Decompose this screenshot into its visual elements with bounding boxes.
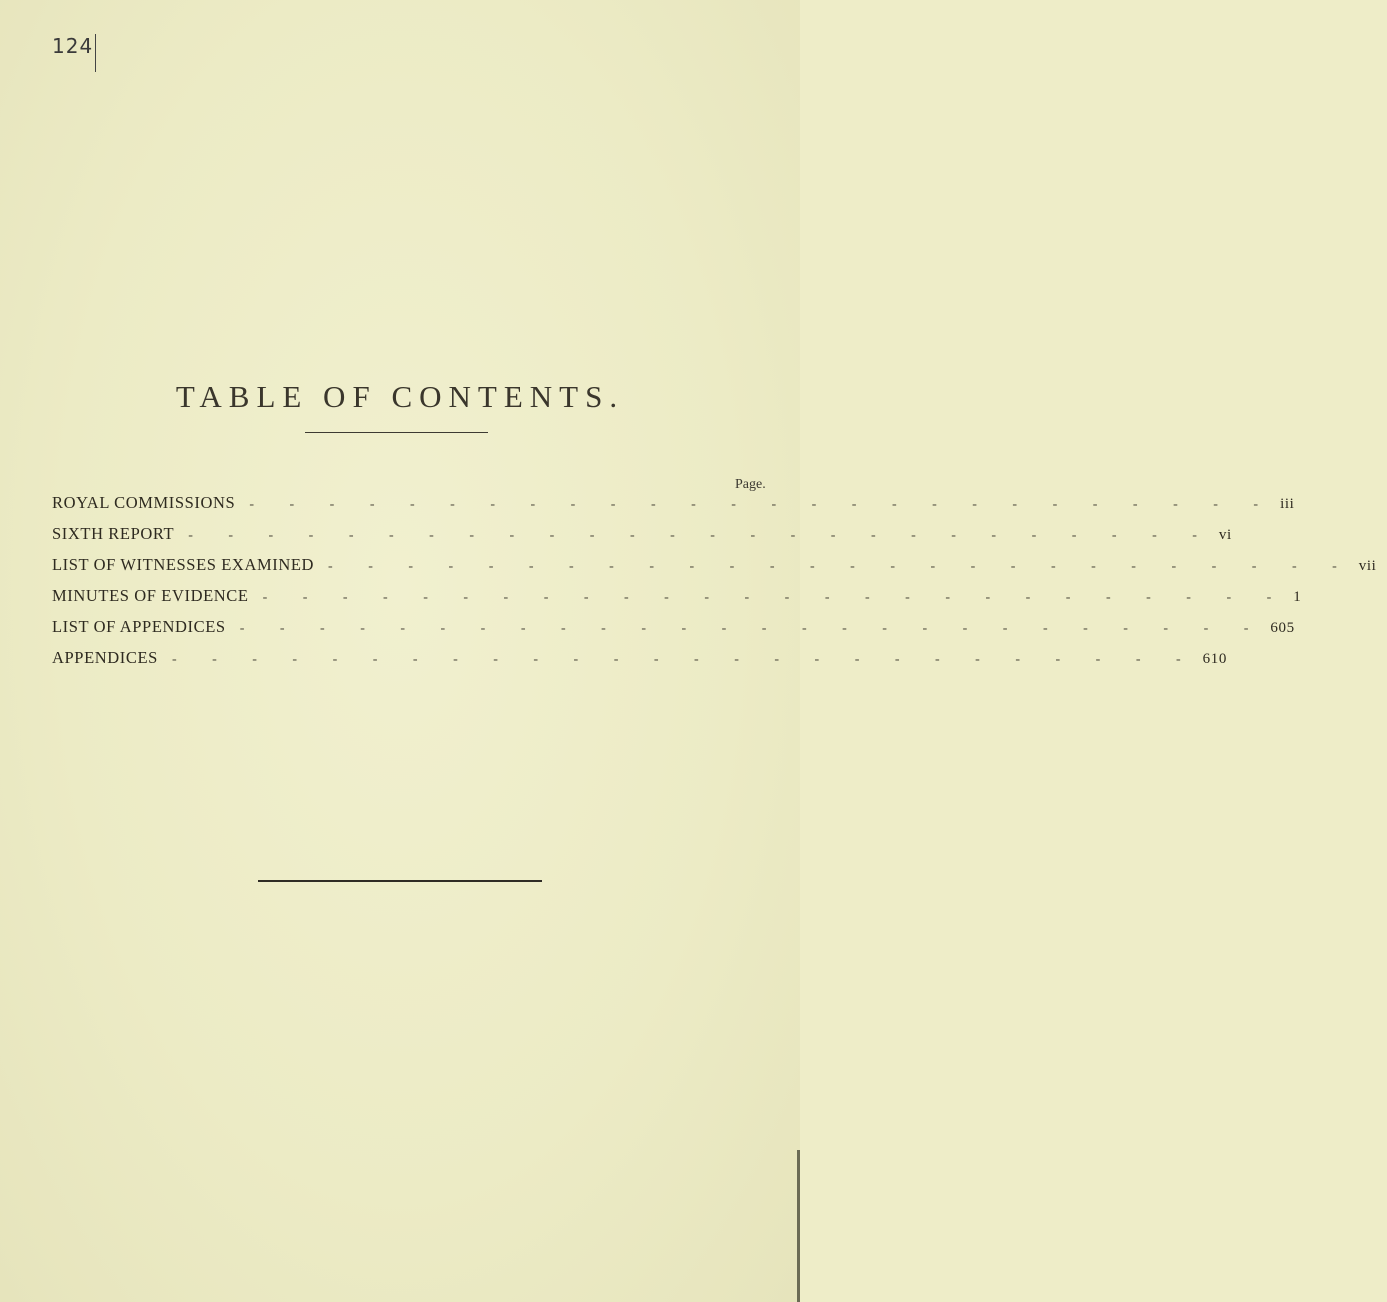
contents-list <box>52 493 1377 679</box>
shelfmark-stroke <box>95 34 96 72</box>
leader-dots: - - - - - - - - - - - - - - - - - - - - - - - - - - <box>239 621 1265 636</box>
leader-dots: - - - - - - - - - - - - - - - - - - - - - - - - - - <box>328 559 1353 574</box>
toc-entry-page: 1 <box>1293 589 1302 605</box>
title-underline <box>305 432 488 433</box>
shelfmark-text: 124 <box>52 34 94 58</box>
toc-entry-page: vi <box>1218 527 1232 543</box>
toc-entry <box>52 524 1232 555</box>
toc-entry-label: APPENDICES <box>52 648 158 667</box>
leader-dots: - - - - - - - - - - - - - - - - - - - - - - - - - - <box>249 497 1275 512</box>
toc-entry <box>52 648 1227 679</box>
page-column-header: Page. <box>735 477 766 492</box>
toc-entry-label: LIST OF APPENDICES <box>52 617 226 636</box>
leader-dots: - - - - - - - - - - - - - - - - - - - - - - - - - - <box>171 652 1197 667</box>
toc-entry-label: SIXTH REPORT <box>52 524 175 543</box>
toc-entry-page: 610 <box>1202 651 1227 667</box>
toc-entry-label: MINUTES OF EVIDENCE <box>52 586 249 605</box>
toc-entry <box>52 493 1295 524</box>
page-edge-shadow <box>797 1150 800 1302</box>
page-title: TABLE OF CONTENTS. <box>175 378 625 414</box>
toc-entry-page: iii <box>1280 496 1295 512</box>
toc-entry <box>52 617 1295 648</box>
toc-entry-page: vii <box>1358 558 1377 574</box>
toc-entry <box>52 555 1377 586</box>
closing-rule <box>258 880 542 882</box>
handwritten-shelfmark <box>52 34 96 72</box>
toc-entry-label: LIST OF WITNESSES EXAMINED <box>52 555 315 574</box>
toc-entry-page: 605 <box>1270 620 1295 636</box>
leader-dots: - - - - - - - - - - - - - - - - - - - - - - - - - - <box>188 528 1213 543</box>
toc-entry-label: ROYAL COMMISSIONS <box>52 493 236 512</box>
toc-entry <box>52 586 1302 617</box>
leader-dots: - - - - - - - - - - - - - - - - - - - - - - - - - - <box>262 590 1288 605</box>
